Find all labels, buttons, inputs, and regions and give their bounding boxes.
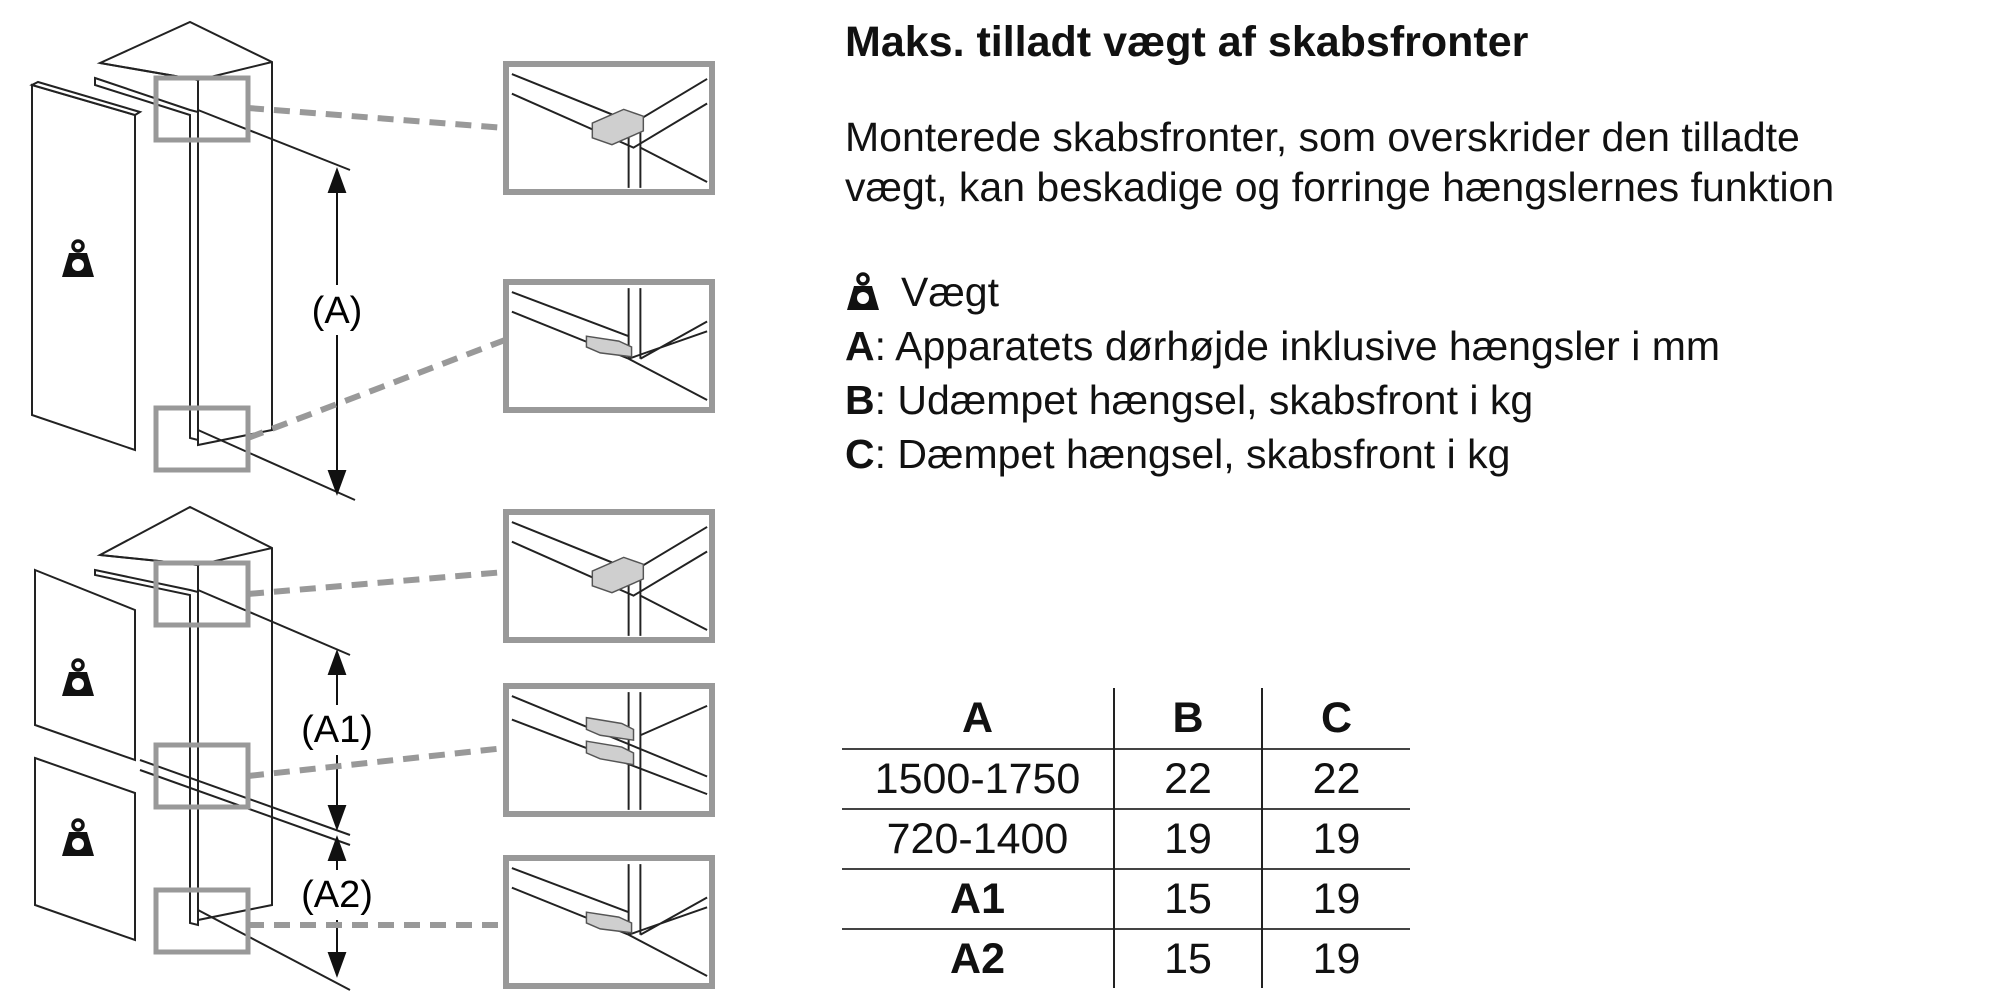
- table-cell: 1500-1750: [842, 749, 1114, 809]
- dimension-a2-label: (A2): [301, 874, 373, 916]
- table-header: B: [1114, 688, 1262, 749]
- weight-table: [842, 688, 1410, 988]
- table-row: [842, 929, 1410, 988]
- table-cell: 15: [1114, 929, 1262, 988]
- legend-item-weight: [845, 265, 1720, 319]
- description-line-2: vægt, kan beskadige og forringe hængslernes funktion: [845, 164, 1835, 210]
- description-line-1: Monterede skabsfronter, som overskrider den tilladte: [845, 114, 1800, 160]
- legend-text: : Apparatets dørhøjde inklusive hængsler i mm: [874, 323, 1721, 369]
- table-cell: 19: [1262, 869, 1410, 929]
- hinge-detail-1: [506, 64, 712, 192]
- legend-text: : Dæmpet hængsel, skabsfront i kg: [874, 431, 1511, 477]
- legend-key: C: [845, 431, 875, 477]
- weight-icon: [845, 272, 881, 312]
- table-row: [842, 869, 1410, 929]
- legend-item-b: [845, 373, 1720, 427]
- table-cell: A1: [842, 869, 1114, 929]
- legend: [845, 265, 1720, 481]
- legend-key: A: [845, 323, 875, 369]
- table-cell: 720-1400: [842, 809, 1114, 869]
- hinge-detail-5: [506, 858, 712, 986]
- legend-text: Vægt: [901, 269, 999, 315]
- legend-item-a: [845, 319, 1720, 373]
- legend-key: B: [845, 377, 875, 423]
- dimension-a1-label: (A1): [301, 709, 373, 751]
- legend-item-c: [845, 427, 1720, 481]
- table-cell: 19: [1262, 929, 1410, 988]
- description: [845, 112, 1995, 212]
- table-header: A: [842, 688, 1114, 749]
- table-row: [842, 809, 1410, 869]
- table-cell: 22: [1262, 749, 1410, 809]
- legend-text: : Udæmpet hængsel, skabsfront i kg: [874, 377, 1534, 423]
- table-cell: 19: [1114, 809, 1262, 869]
- detail-connectors: [248, 108, 505, 925]
- hinge-detail-3: [506, 512, 712, 640]
- hinge-detail-2: [506, 282, 712, 410]
- installation-diagram: [0, 0, 720, 1000]
- hinge-detail-4: [506, 686, 712, 814]
- table-row: [842, 749, 1410, 809]
- upper-door-panel: [35, 570, 135, 760]
- table-header-row: [842, 688, 1410, 749]
- table-cell: 19: [1262, 809, 1410, 869]
- table-cell: 15: [1114, 869, 1262, 929]
- table-header: C: [1320, 693, 1353, 742]
- table-cell: 22: [1114, 749, 1262, 809]
- page-title: Maks. tilladt vægt af skabsfronter: [845, 18, 1529, 66]
- table-cell: A2: [842, 929, 1114, 988]
- dimension-a-label: (A): [311, 290, 363, 332]
